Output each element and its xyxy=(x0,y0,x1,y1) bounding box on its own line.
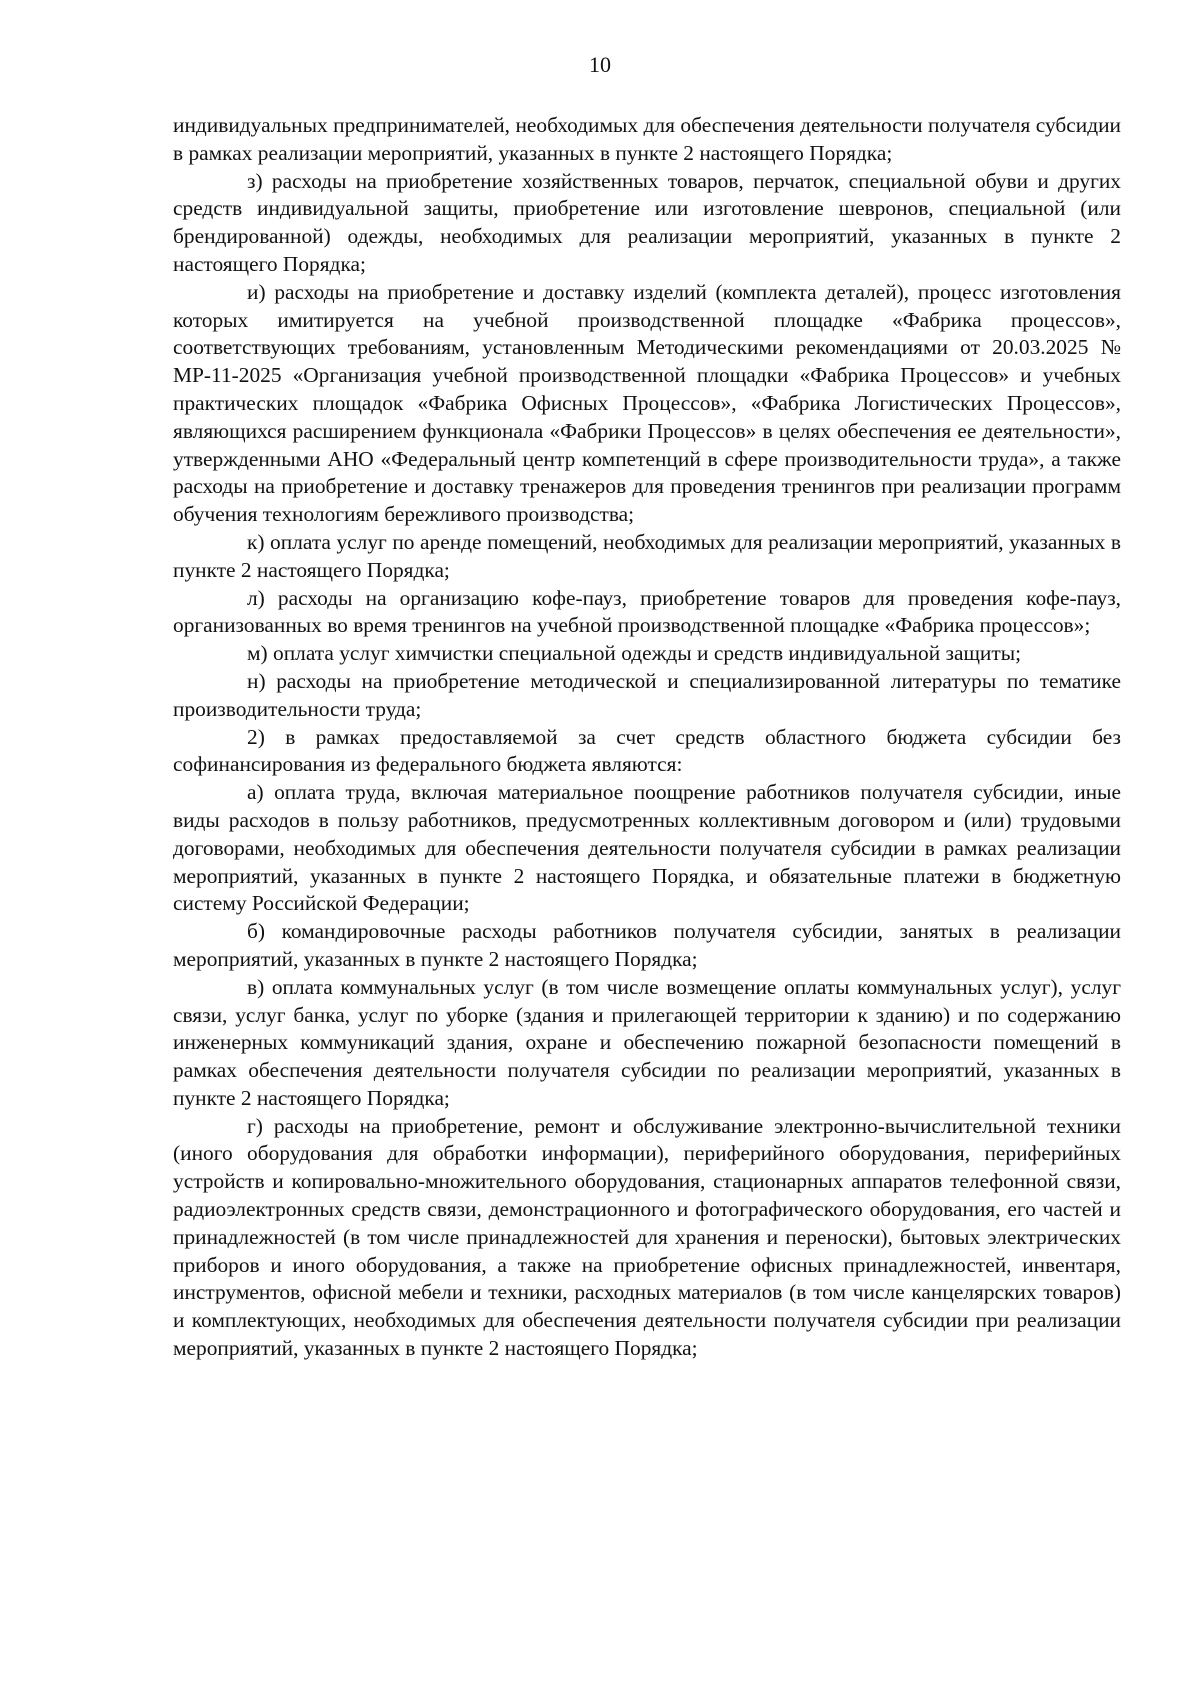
paragraph-item-l: л) расходы на организацию кофе-пауз, приобретение товаров для проведения кофе-пауз, организованных во время тренингов на учебной производственной площадке «Фабрика процессов»; xyxy=(173,585,1121,638)
paragraph-continuation: индивидуальных предпринимателей, необходимых для обеспечения деятельности получателя субсидии в рамках реализации мероприятий, указанных в пункте 2 настоящего Порядка; xyxy=(173,113,1121,165)
paragraph-item-g: г) расходы на приобретение, ремонт и обслуживание электронно-вычислительной техники (иного оборудования для обработки информации), периферийного оборудования, периферийных устройств и копировально-множительного оборудования, стационарных аппаратов телефонной связи, радиоэлектронных средств связи, демонстрационного и фотографического оборудования, его частей и принадлежностей (в том числе принадлежностей для хранения и переноски), бытовых электрических приборов и иного оборудования, а также на приобретение офисных принадлежностей, инвентаря, инструментов, офисной мебели и техники, расходных материалов (в том числе канцелярских товаров) и комплектующих, необходимых для обеспечения деятельности получателя субсидии при реализации мероприятий, указанных в пункте 2 настоящего Порядка; xyxy=(173,1113,1121,1361)
paragraph-item-b: б) командировочные расходы работников получателя субсидии, занятых в реализации мероприятий, указанных в пункте 2 настоящего Порядка; xyxy=(173,919,1121,971)
paragraph-item-v: в) оплата коммунальных услуг (в том числе возмещение оплаты коммунальных услуг), услуг связи, услуг банка, услуг по уборке (здания и прилегающей территории к зданию) и по содержанию инженерных коммуникаций здания, охране и обеспечению пожарной безопасности помещений в рамках обеспечения деятельности получателя субсидии по реализации мероприятий, указанных в пункте 2 настоящего Порядка; xyxy=(173,974,1121,1110)
document-body xyxy=(173,112,1121,1363)
paragraph-item-i: и) расходы на приобретение и доставку изделий (комплекта деталей), процесс изготовления которых имитируется на учебной производственной площадке «Фабрика процессов», соответствующих требованиям, установленным Методическими рекомендациями от 20.03.2025 № МР-11-2025 «Организация учебной производственной площадки «Фабрика Процессов» и учебных практических площадок «Фабрика Офисных Процессов», «Фабрика Логистических Процессов», являющихся расширением функционала «Фабрики Процессов» в целях обеспечения ее деятельности», утвержденными АНО «Федеральный центр компетенций в сфере производительности труда», а также расходы на приобретение и доставку тренажеров для проведения тренингов при реализации программ обучения технологиям бережливого производства; xyxy=(173,279,1121,527)
paragraph-item-2: 2) в рамках предоставляемой за счет средств областного бюджета субсидии без софинансирования из федерального бюджета являются: xyxy=(173,724,1121,777)
paragraph-item-k: к) оплата услуг по аренде помещений, необходимых для реализации мероприятий, указанных в пункте 2 настоящего Порядка; xyxy=(173,529,1121,582)
paragraph-item-n: н) расходы на приобретение методической и специализированной литературы по тематике производительности труда; xyxy=(173,668,1121,721)
paragraph-item-m: м) оплата услуг химчистки специальной одежды и средств индивидуальной защиты; xyxy=(247,641,1022,666)
paragraph-item-a: а) оплата труда, включая материальное поощрение работников получателя субсидии, иные виды расходов в пользу работников, предусмотренных коллективным договором и (или) трудовыми договорами, необходимых для обеспечения деятельности получателя субсидии в рамках реализации мероприятий, указанных в пункте 2 настоящего Порядка, и обязательные платежи в бюджетную систему Российской Федерации; xyxy=(173,780,1121,916)
paragraph-item-z: з) расходы на приобретение хозяйственных товаров, перчаток, специальной обуви и других средств индивидуальной защиты, приобретение или изготовление шевронов, специальной (или брендированной) одежды, необходимых для реализации мероприятий, указанных в пункте 2 настоящего Порядка; xyxy=(173,168,1121,276)
page-number: 10 xyxy=(589,52,611,77)
